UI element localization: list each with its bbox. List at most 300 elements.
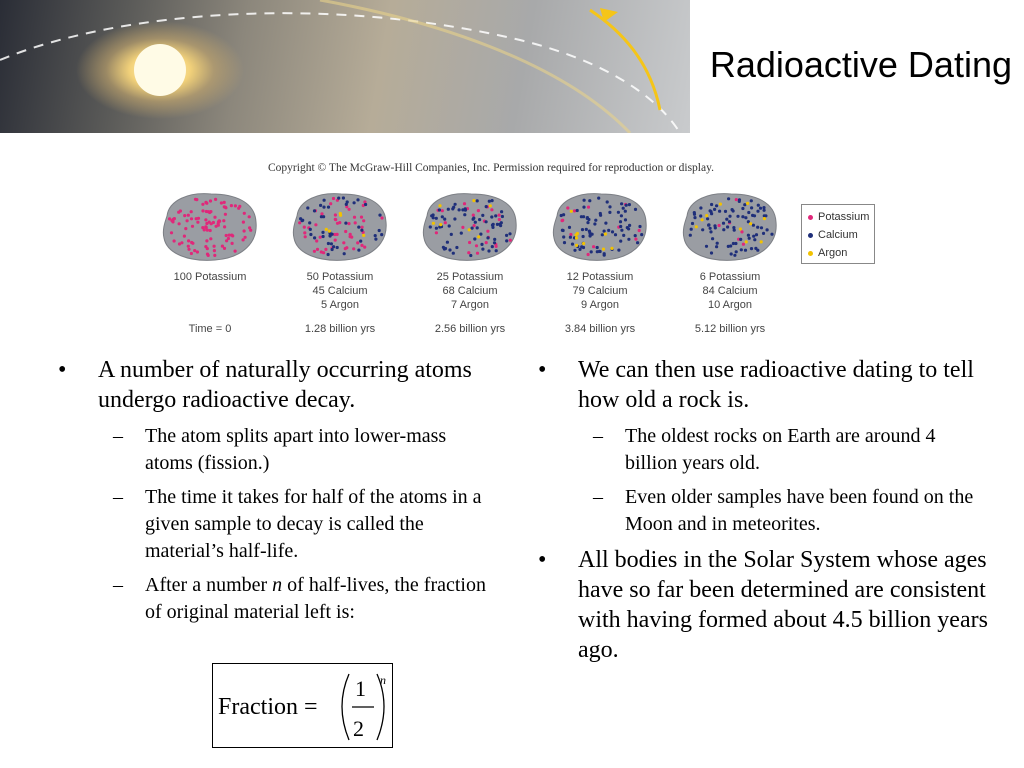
calcium-atom [585,228,588,231]
argon-atom [325,228,328,231]
calcium-atom [741,207,744,210]
potassium-atom [348,208,351,211]
calcium-atom [713,224,716,227]
potassium-atom [220,201,223,204]
calcium-atom [620,202,623,205]
potassium-atom [334,218,337,221]
argon-atom [604,232,607,235]
argon-atom [575,233,578,236]
calcium-atom [715,245,718,248]
potassium-atom [190,241,193,244]
calcium-atom [301,219,304,222]
potassium-atom [587,253,590,256]
potassium-atom [187,239,190,242]
calcium-atom [582,235,585,238]
potassium-atom [354,221,357,224]
potassium-atom [178,242,181,245]
calcium-atom [747,234,750,237]
calcium-atom [501,215,504,218]
potassium-atom [224,206,227,209]
argon-atom [472,199,475,202]
potassium-atom [178,222,181,225]
calcium-atom [378,214,381,217]
calcium-atom [726,225,729,228]
potassium-atom [444,221,447,224]
potassium-atom [638,229,641,232]
calcium-atom [478,218,481,221]
calcium-atom [754,247,757,250]
calcium-atom [505,234,508,237]
potassium-atom [223,225,226,228]
calcium-dot-icon [808,233,813,238]
calcium-atom [744,249,747,252]
argon-atom [328,230,331,233]
calcium-atom [473,237,476,240]
potassium-atom [304,235,307,238]
calcium-atom [474,221,477,224]
potassium-atom [234,204,237,207]
calcium-atom [640,233,643,236]
calcium-atom [563,241,566,244]
potassium-atom [242,221,245,224]
calcium-atom [495,249,498,252]
potassium-atom [209,199,212,202]
potassium-atom [561,219,564,222]
argon-atom [763,217,766,220]
potassium-atom [360,216,363,219]
calcium-atom [472,217,475,220]
calcium-atom [730,252,733,255]
sub-bullet-point: – The atom splits apart into lower-mass atoms (fission.) [113,425,447,474]
calcium-atom [435,227,438,230]
calcium-atom [321,231,324,234]
calcium-atom [481,214,484,217]
potassium-atom [221,245,224,248]
potassium-atom [209,237,212,240]
potassium-atom [237,207,240,210]
calcium-atom [432,216,435,219]
potassium-atom [170,231,173,234]
potassium-atom [315,239,318,242]
argon-atom [695,225,698,228]
calcium-atom [620,214,623,217]
calcium-atom [342,196,345,199]
calcium-atom [476,226,479,229]
potassium-atom [336,222,339,225]
potassium-atom [476,252,479,255]
potassium-atom [195,217,198,220]
potassium-atom [196,250,199,253]
calcium-atom [750,199,753,202]
time-label: 1.28 billion yrs [304,323,376,335]
calcium-atom [594,219,597,222]
calcium-atom [606,200,609,203]
calcium-atom [709,230,712,233]
half-life-fraction-formula [212,663,393,748]
potassium-atom [320,250,323,253]
potassium-atom [467,251,470,254]
calcium-atom [725,218,728,221]
calcium-atom [447,208,450,211]
potassium-atom [210,222,213,225]
potassium-atom [184,227,187,230]
potassium-atom [472,214,475,217]
calcium-atom [693,216,696,219]
calcium-atom [736,215,739,218]
formula-denominator: 2 [353,716,364,741]
calcium-atom [722,228,725,231]
calcium-atom [619,225,622,228]
potassium-atom [183,214,186,217]
calcium-atom [593,222,596,225]
potassium-atom [742,243,745,246]
potassium-atom [587,206,590,209]
calcium-atom [571,243,574,246]
sample-rock-2 [280,186,400,312]
calcium-atom [709,209,712,212]
potassium-atom [170,219,173,222]
calcium-atom [622,207,625,210]
potassium-atom [243,229,246,232]
calcium-atom [581,228,584,231]
sample-line: 25 Potassium [436,271,504,283]
potassium-atom [248,226,251,229]
potassium-atom [195,198,198,201]
potassium-atom [228,234,231,237]
potassium-atom [347,222,350,225]
calcium-atom [710,212,713,215]
calcium-atom [455,246,458,249]
bullet-point: • A number of naturally occurring atoms undergo radioactive decay. [58,357,472,413]
potassium-atom [332,197,335,200]
potassium-atom [490,208,493,211]
calcium-atom [604,222,607,225]
potassium-atom [468,241,471,244]
calcium-atom [322,206,325,209]
sub-bullet-point: – The time it takes for half of the atoms in a given sample to decay is called the material’s half-life. [113,486,482,562]
calcium-atom [728,220,731,223]
calcium-atom [766,228,769,231]
calcium-atom [442,246,445,249]
calcium-atom [710,203,713,206]
calcium-atom [357,249,360,252]
potassium-atom [303,231,306,234]
calcium-atom [329,234,332,237]
calcium-atom [739,238,742,241]
argon-atom [745,240,748,243]
potassium-atom [230,204,233,207]
calcium-atom [485,205,488,208]
potassium-atom [223,201,226,204]
rock-sample-icon [285,186,395,266]
calcium-atom [500,221,503,224]
calcium-atom [699,206,702,209]
potassium-atom [217,224,220,227]
potassium-atom [485,241,488,244]
calcium-atom [747,211,750,214]
calcium-atom [732,242,735,245]
calcium-atom [727,245,730,248]
calcium-atom [359,240,362,243]
calcium-atom [614,233,617,236]
calcium-atom [611,230,614,233]
calcium-atom [313,209,316,212]
potassium-atom [566,206,569,209]
calcium-atom [603,230,606,233]
calcium-atom [452,206,455,209]
calcium-atom [709,227,712,230]
potassium-atom [435,231,438,234]
formula-numerator: 1 [355,676,366,701]
potassium-atom [324,248,327,251]
potassium-dot-icon [808,215,813,220]
calcium-atom [356,198,359,201]
potassium-atom [213,216,216,219]
potassium-atom [360,244,363,247]
argon-atom [439,223,442,226]
calcium-atom [706,217,709,220]
sub-bullet-point: – The oldest rocks on Earth are around 4 billion years old. [593,425,936,474]
sample-rock-3 [410,186,530,312]
bullet-point: • We can then use radioactive dating to tell how old a rock is. [538,357,974,413]
potassium-atom [193,249,196,252]
calcium-atom [469,254,472,257]
calcium-atom [378,229,381,232]
calcium-atom [596,246,599,249]
calcium-atom [481,248,484,251]
calcium-atom [454,203,457,206]
calcium-atom [738,198,741,201]
calcium-atom [597,197,600,200]
argon-atom [339,212,342,215]
calcium-atom [701,228,704,231]
calcium-atom [752,235,755,238]
calcium-atom [624,218,627,221]
calcium-atom [452,252,455,255]
calcium-atom [453,217,456,220]
calcium-atom [750,206,753,209]
calcium-atom [479,233,482,236]
time-label: 2.56 billion yrs [434,323,506,335]
sample-line: 9 Argon [581,299,619,311]
potassium-atom [187,245,190,248]
calcium-atom [598,250,601,253]
calcium-atom [374,234,377,237]
calcium-atom [601,233,604,236]
calcium-atom [561,229,564,232]
potassium-atom [718,224,721,227]
sub-bullet-point: – Even older samples have been found on the Moon and in meteorites. [593,486,974,535]
potassium-atom [352,247,355,250]
calcium-atom [753,214,756,217]
potassium-atom [187,248,190,251]
calcium-atom [337,197,340,200]
potassium-atom [231,242,234,245]
potassium-atom [196,221,199,224]
calcium-atom [496,223,499,226]
calcium-atom [374,238,377,241]
calcium-atom [488,200,491,203]
potassium-atom [486,230,489,233]
potassium-atom [186,219,189,222]
argon-atom [575,236,578,239]
argon-atom [749,222,752,225]
potassium-atom [173,239,176,242]
calcium-atom [573,249,576,252]
argon-atom [602,248,605,251]
argon-atom [575,244,578,247]
calcium-atom [607,229,610,232]
potassium-atom [208,211,211,214]
calcium-atom [336,246,339,249]
calcium-atom [690,228,693,231]
calcium-atom [748,237,751,240]
calcium-atom [435,217,438,220]
calcium-atom [327,242,330,245]
formula-label: Fraction = [218,694,318,720]
potassium-atom [362,219,365,222]
argon-atom [432,222,435,225]
calcium-atom [733,254,736,257]
sample-line: 7 Argon [451,299,489,311]
calcium-atom [313,236,316,239]
potassium-atom [213,245,216,248]
calcium-atom [480,243,483,246]
potassium-atom [475,244,478,247]
calcium-atom [634,208,637,211]
calcium-atom [586,217,589,220]
time-label: 5.12 billion yrs [694,323,766,335]
calcium-atom [353,201,356,204]
calcium-atom [490,215,493,218]
calcium-atom [619,240,622,243]
calcium-atom [306,206,309,209]
calcium-atom [309,228,312,231]
solar-system-banner-image [0,0,690,133]
rock-sample-icon [675,186,785,266]
potassium-atom [204,218,207,221]
potassium-atom [201,226,204,229]
calcium-atom [327,253,330,256]
sample-line: 79 Calcium [572,285,628,297]
calcium-atom [760,226,763,229]
calcium-atom [634,234,637,237]
potassium-atom [303,226,306,229]
potassium-atom [187,214,190,217]
calcium-atom [718,210,721,213]
calcium-atom [599,212,602,215]
argon-atom [489,204,492,207]
element-legend [801,204,875,264]
calcium-atom [743,203,746,206]
calcium-atom [580,215,583,218]
calcium-atom [731,208,734,211]
calcium-atom [446,241,449,244]
calcium-atom [617,211,620,214]
calcium-atom [727,197,730,200]
calcium-atom [608,211,611,214]
potassium-atom [441,209,444,212]
calcium-atom [636,241,639,244]
potassium-atom [225,234,228,237]
calcium-atom [759,207,762,210]
potassium-atom [298,221,301,224]
calcium-atom [476,199,479,202]
potassium-atom [244,236,247,239]
calcium-atom [620,229,623,232]
argon-atom [468,228,471,231]
potassium-atom [209,229,212,232]
potassium-atom [344,230,347,233]
calcium-atom [689,234,692,237]
calcium-atom [762,232,765,235]
potassium-atom [214,198,217,201]
copyright-notice: Copyright © The McGraw-Hill Companies, Inc. Permission required for reproduction or display. [268,162,714,174]
calcium-atom [724,210,727,213]
sample-line: 100 Potassium [173,271,247,283]
potassium-atom [218,219,221,222]
argon-atom [705,214,708,217]
calcium-atom [346,200,349,203]
calcium-atom [448,224,451,227]
potassium-atom [353,216,356,219]
legend-item-argon: Argon [808,244,874,262]
calcium-atom [562,235,565,238]
argon-atom [582,242,585,245]
rock-sample-icon [415,186,525,266]
potassium-atom [205,239,208,242]
calcium-atom [327,206,330,209]
calcium-atom [458,208,461,211]
calcium-atom [619,220,622,223]
potassium-atom [463,202,466,205]
calcium-atom [582,206,585,209]
argon-atom [610,247,613,250]
potassium-atom [206,247,209,250]
calcium-atom [491,199,494,202]
calcium-atom [716,242,719,245]
sample-line: 68 Calcium [442,285,498,297]
left-text-column [58,355,498,633]
calcium-atom [309,233,312,236]
calcium-atom [576,209,579,212]
calcium-atom [625,204,628,207]
potassium-atom [361,226,364,229]
argon-atom [760,240,763,243]
potassium-atom [204,201,207,204]
potassium-atom [342,241,345,244]
calcium-atom [323,199,326,202]
calcium-atom [715,204,718,207]
sample-rock-1 [150,186,270,284]
calcium-atom [713,208,716,211]
calcium-atom [582,246,585,249]
calcium-atom [735,250,738,253]
calcium-atom [569,236,572,239]
potassium-atom [333,233,336,236]
potassium-atom [179,209,182,212]
calcium-atom [491,224,494,227]
calcium-atom [763,214,766,217]
argon-atom [477,235,480,238]
potassium-atom [224,213,227,216]
potassium-atom [234,250,237,253]
potassium-atom [222,219,225,222]
calcium-atom [705,245,708,248]
calcium-atom [588,199,591,202]
calcium-atom [740,248,743,251]
potassium-atom [334,213,337,216]
